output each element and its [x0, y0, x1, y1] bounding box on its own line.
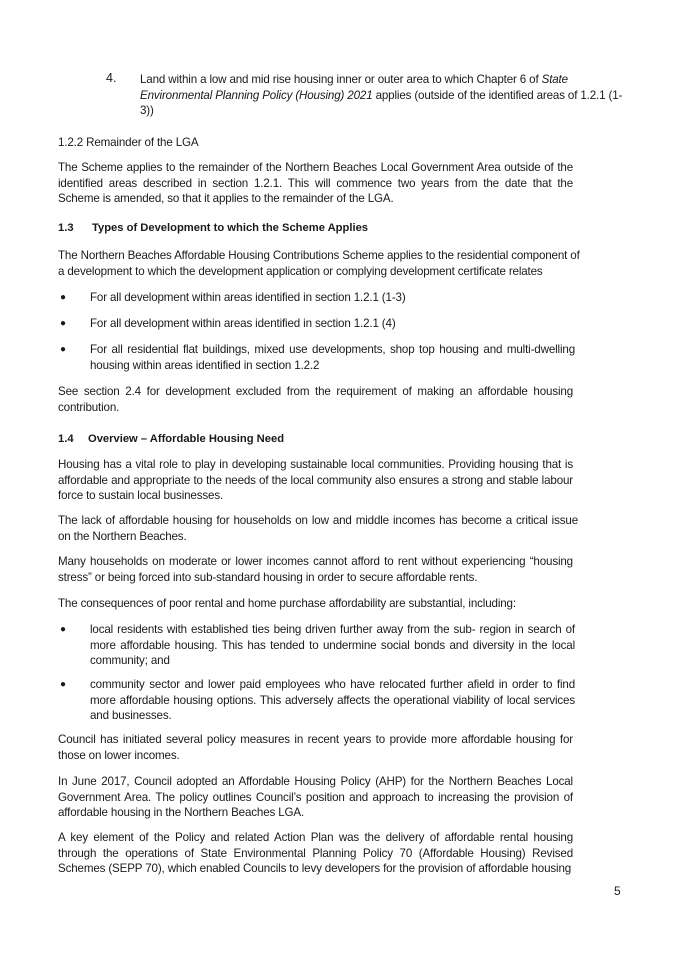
- paragraph: A key element of the Policy and related Action Plan was the delivery of affordable rental housing through the operations of State Environmental Planning Policy 70 (Affordable Housing) Revised Schemes (SEPP 70), which enabled Councils to levy developers for the provision of affordable housing: [58, 831, 573, 876]
- list-number: 4.: [106, 71, 117, 85]
- section-heading: [58, 221, 578, 236]
- page-number: 5: [614, 884, 621, 898]
- section-heading: [58, 432, 578, 447]
- bullet-item: For all development within areas identified in section 1.2.1 (1-3): [90, 291, 406, 304]
- list-item-italic-title: State Environmental Planning Policy (Housing) 2021: [140, 73, 568, 102]
- section-title: Types of Development to which the Scheme Applies: [92, 222, 369, 234]
- paragraph: The Scheme applies to the remainder of the Northern Beaches Local Government Area outside of the identified areas described in section 1.2.1. This will commence two years from the date that the Scheme is amended, so that it applies to the remainder of the LGA.: [58, 161, 573, 206]
- bullet-icon: ●: [60, 344, 67, 355]
- section-title: Overview – Affordable Housing Need: [88, 433, 285, 445]
- paragraph: The consequences of poor rental and home purchase affordability are substantial, including:: [58, 597, 516, 610]
- paragraph: See section 2.4 for development excluded from the requirement of making an affordable housing contribution.: [58, 385, 573, 414]
- list-item-text: applies (outside of the identified areas of 1.2.1 (1-3)): [140, 88, 623, 118]
- subsection-heading: 1.2.2 Remainder of the LGA: [58, 136, 199, 149]
- bullet-item: local residents with established ties being driven further away from the sub- region in search of more affordable housing. This has tended to undermine social bonds and diversity in the local community; and: [90, 623, 575, 668]
- list-item-text: Land within a low and mid rise housing inner or outer area to which Chapter 6 of: [140, 73, 542, 86]
- paragraph: Housing has a vital role to play in developing sustainable local communities. Providing housing that is affordable and appropriate to the needs of the local community also ensures a strong and stable labour force to sustain local businesses.: [58, 458, 573, 503]
- bullet-item: For all residential flat buildings, mixed use developments, shop top housing and multi-dwelling housing within areas identified in section 1.2.2: [90, 343, 575, 372]
- bullet-item: community sector and lower paid employees who have relocated further afield in order to find more affordable housing options. This adversely affects the operational viability of local services and businesses.: [90, 678, 575, 723]
- section-number: 1.4: [58, 433, 74, 445]
- paragraph: In June 2017, Council adopted an Affordable Housing Policy (AHP) for the Northern Beaches Local Government Area. The policy outlines Council’s position and approach to increasing the provision of affordable housing in the Northern Beaches LGA.: [58, 775, 573, 820]
- bullet-icon: ●: [60, 679, 67, 690]
- bullet-icon: ●: [60, 624, 67, 635]
- paragraph: The Northern Beaches Affordable Housing Contributions Scheme applies to the residential component of a development to which the development application or complying development certificate relates: [58, 249, 580, 278]
- bullet-icon: ●: [60, 318, 67, 329]
- paragraph: The lack of affordable housing for households on low and middle incomes has become a critical issue on the Northern Beaches.: [58, 514, 578, 543]
- bullet-item: For all development within areas identified in section 1.2.1 (4): [90, 317, 396, 330]
- section-number: 1.3: [58, 222, 74, 234]
- bullet-icon: ●: [60, 292, 67, 303]
- paragraph: Council has initiated several policy measures in recent years to provide more affordable housing for those on lower incomes.: [58, 733, 573, 762]
- paragraph: Many households on moderate or lower incomes cannot afford to rent without experiencing “housing stress” or being forced into sub-standard housing in order to secure affordable rents.: [58, 555, 573, 584]
- numbered-list-item: [140, 72, 635, 119]
